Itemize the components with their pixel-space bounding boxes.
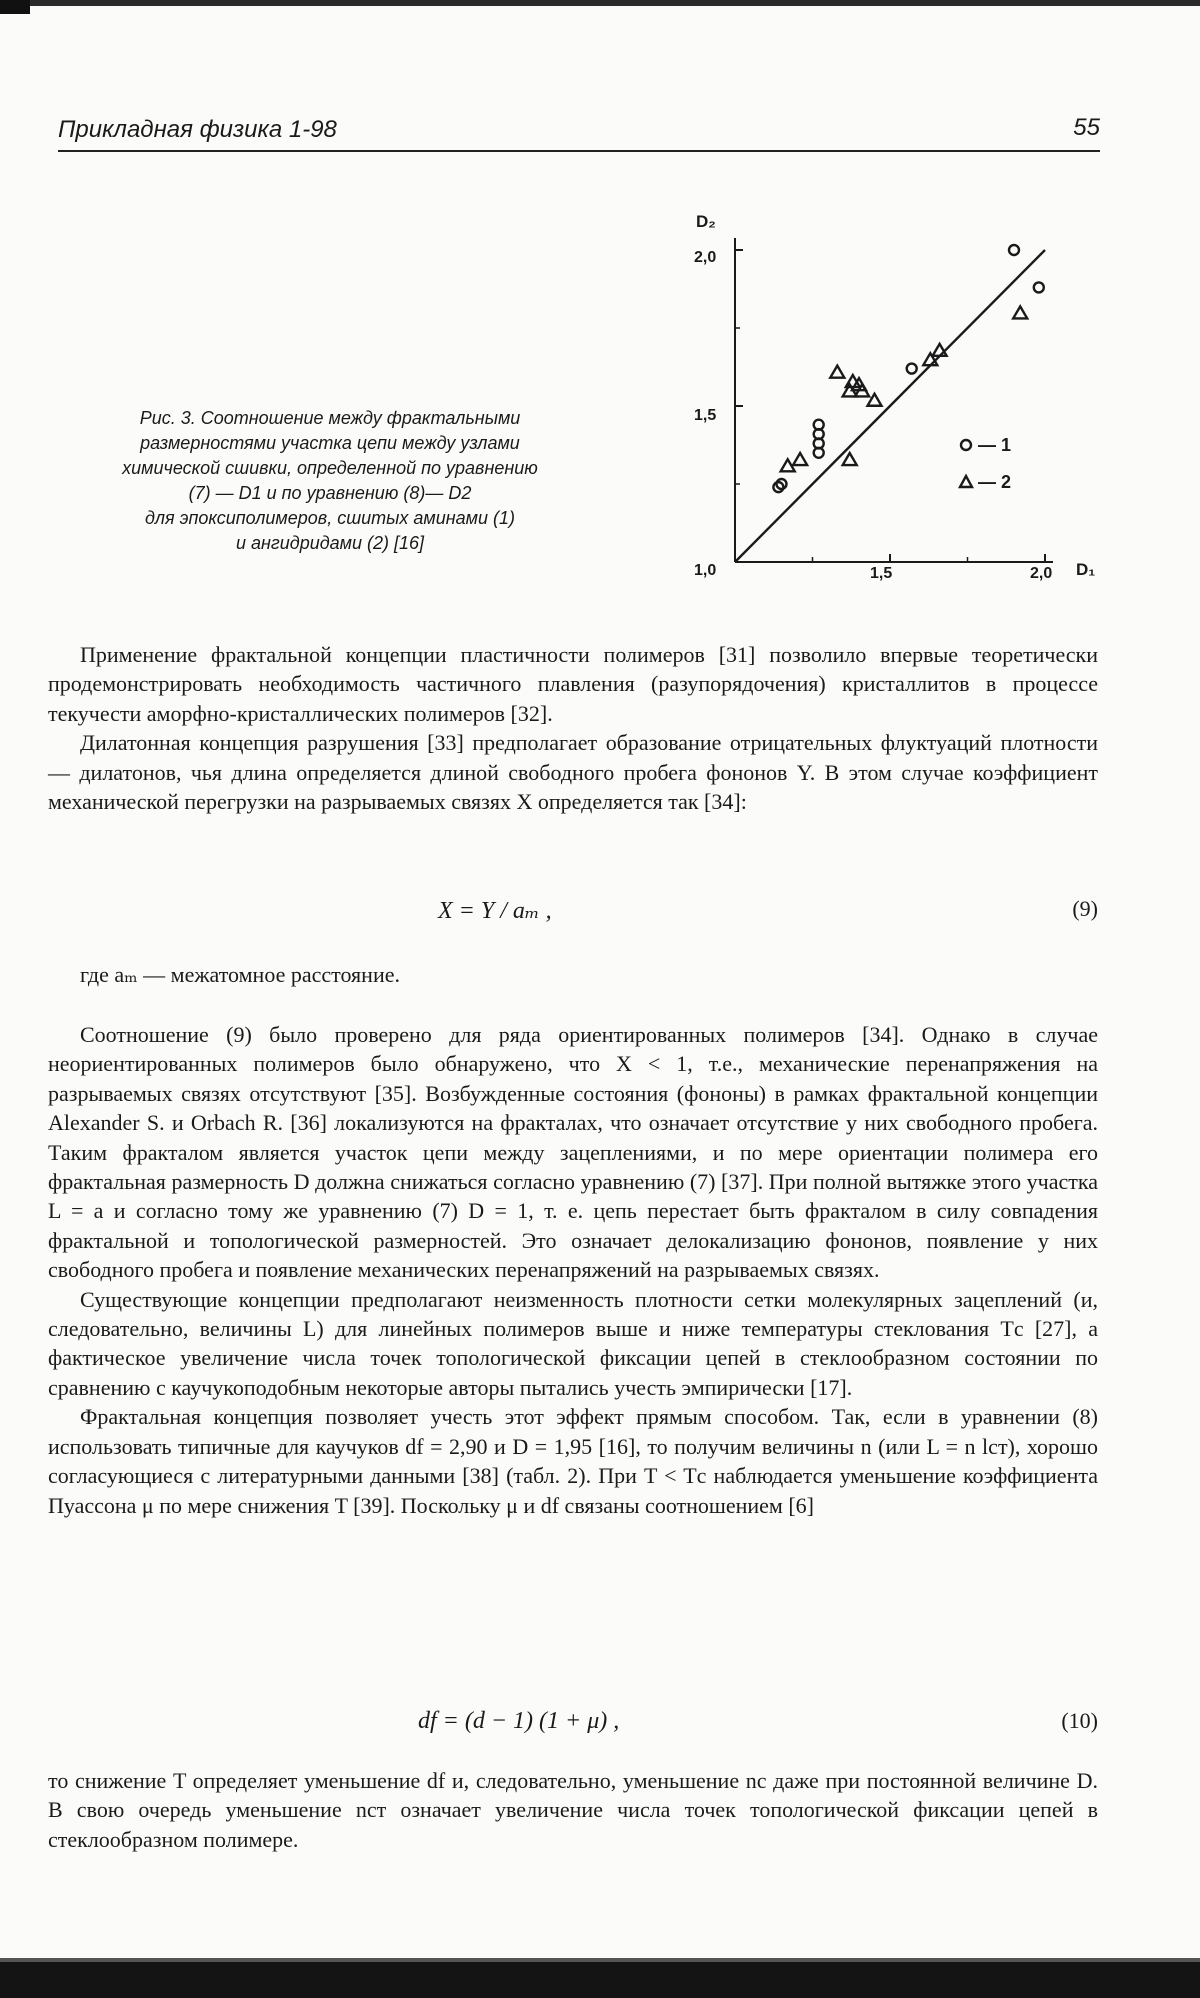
figure-caption <box>70 406 590 556</box>
x-tick-label: 2,0 <box>1030 565 1053 582</box>
x-axis-label: D₁ <box>1076 560 1096 579</box>
paragraph: то снижение T определяет уменьшение df и, следовательно, уменьшение nс даже при постоянной величине D. В свою очередь уменьшение nст означает увеличение числа точек топологической фиксации цепей в стеклообразном полимере. <box>48 1768 1098 1852</box>
body-block-2 <box>48 1020 1098 1520</box>
page-header <box>58 112 1100 152</box>
caption-line: химической сшивки, определенной по уравнению <box>122 458 538 478</box>
paragraph: Существующие концепции предполагают неизменность плотности сетки молекулярных зацеплений (и, следовательно, величины L) для линейных полимеров выше и ниже температуры стеклования Tс [27], а фактическое увеличение числа точек топологической фиксации цепей в стеклообразном состоянии по сравнению с каучукоподобным некоторые авторы пытались учесть эмпирически [17]. <box>48 1286 1098 1400</box>
paragraph: Соотношение (9) было проверено для ряда ориентированных полимеров [34]. Однако в случае неориентированных полимеров было обнаружено, что X < 1, т.е., механические перенапряжения на разрываемых связях отсутствуют [35]. Возбужденные состояния (фононы) в рамках фрактальной концепции Alexander S. и Orbach R. [36] локализуются на фракталах, что означает отсутствие у них свободного пробега. Таким фракталом является участок цепи между зацеплениями, и по мере ориентации полимера его фрактальная размерность D должна снижаться согласно уравнению (7) [37]. При полной вытяжке этого участка L = a и согласно тому же уравнению (7) D = 1, т. е. цепь перестает быть фракталом в силу совпадения фрактальной и топологической размерностей. Это означает делокализацию фононов, появление у них свободного пробега и появление механических перенапряжений на разрываемых связях. <box>48 1022 1098 1283</box>
caption-line: Рис. 3. Соотношение между фрактальными <box>139 408 521 428</box>
legend-label-2: — 2 <box>978 472 1012 492</box>
data-point-triangle <box>793 453 807 465</box>
y-tick-label: 1,5 <box>694 407 717 424</box>
legend-label-1: — 1 <box>978 435 1012 455</box>
y-tick-label: 1,0 <box>694 562 717 579</box>
y-axis-label: D₂ <box>696 212 716 231</box>
data-point-circle <box>907 364 917 374</box>
data-point-triangle <box>843 453 857 465</box>
body-block-1 <box>48 640 1098 816</box>
scan-bottom-bar <box>0 1962 1200 1998</box>
where-line: где aₘ — межатомное расстояние. <box>80 962 400 987</box>
chart-points <box>773 245 1043 492</box>
paragraph: Дилатонная концепция разрушения [33] предполагает образование отрицательных флуктуаций плотности — дилатонов, чья длина определяется длиной свободного пробега фононов Y. В этом случае коэффициент механической перегрузки на разрываемых связях X определяется так [34]: <box>48 730 1098 815</box>
page-number: 55 <box>1073 114 1100 141</box>
caption-line: (7) — D1 и по уравнению (8)— D2 <box>188 483 472 503</box>
x-tick-label: 1,5 <box>870 565 893 582</box>
data-point-circle <box>1009 245 1019 255</box>
caption-line: размерностями участка цепи между узлами <box>140 433 520 453</box>
legend-triangle-marker <box>960 476 972 487</box>
equation-number: (10) <box>1061 1708 1098 1733</box>
equation-9 <box>48 896 1098 930</box>
caption-line: для эпоксиполимеров, сшитых аминами (1) <box>144 508 516 528</box>
data-point-circle <box>1034 282 1044 292</box>
equation-number: (9) <box>1072 896 1098 921</box>
equation-formula: df = (d − 1) (1 + μ) , <box>418 1708 620 1734</box>
equation-10 <box>48 1708 1098 1742</box>
running-title: Прикладная физика 1-98 <box>58 116 337 143</box>
scan-corner-mark <box>0 0 30 14</box>
body-block-3 <box>48 1766 1098 1854</box>
data-point-triangle <box>830 366 844 378</box>
caption-line: и ангидридами (2) [16] <box>235 533 425 553</box>
paragraph: Применение фрактальной концепции пластичности полимеров [31] позволило впервые теоретически продемонстрировать необходимость частичного плавления (разупорядочения) кристаллитов в процессе текучести аморфно-кристаллических полимеров [32]. <box>48 642 1098 726</box>
y-tick-label: 2,0 <box>694 249 717 266</box>
scatter-figure <box>680 205 1120 600</box>
chart-legend <box>960 435 1011 492</box>
scatter-plot <box>680 205 1120 600</box>
data-point-triangle <box>1013 306 1027 318</box>
paragraph: Фрактальная концепция позволяет учесть этот эффект прямым способом. Так, если в уравнении (8) использовать типичные для каучуков df = 2,90 и D = 1,95 [16], то получим величины n (или L = n lст), хорошо согласующиеся с литературными данными [38] (табл. 2). При T < Tс наблюдается уменьшение коэффициента Пуассона μ по мере снижения T [39]. Поскольку μ и df связаны соотношением [6] <box>48 1404 1098 1518</box>
trend-line-group <box>735 250 1045 562</box>
header-rule <box>58 150 1100 152</box>
legend-circle-marker <box>961 440 971 450</box>
trend-line <box>735 250 1045 562</box>
scan-top-edge <box>0 0 1200 6</box>
equation-formula: X = Y / aₘ , <box>438 898 552 924</box>
